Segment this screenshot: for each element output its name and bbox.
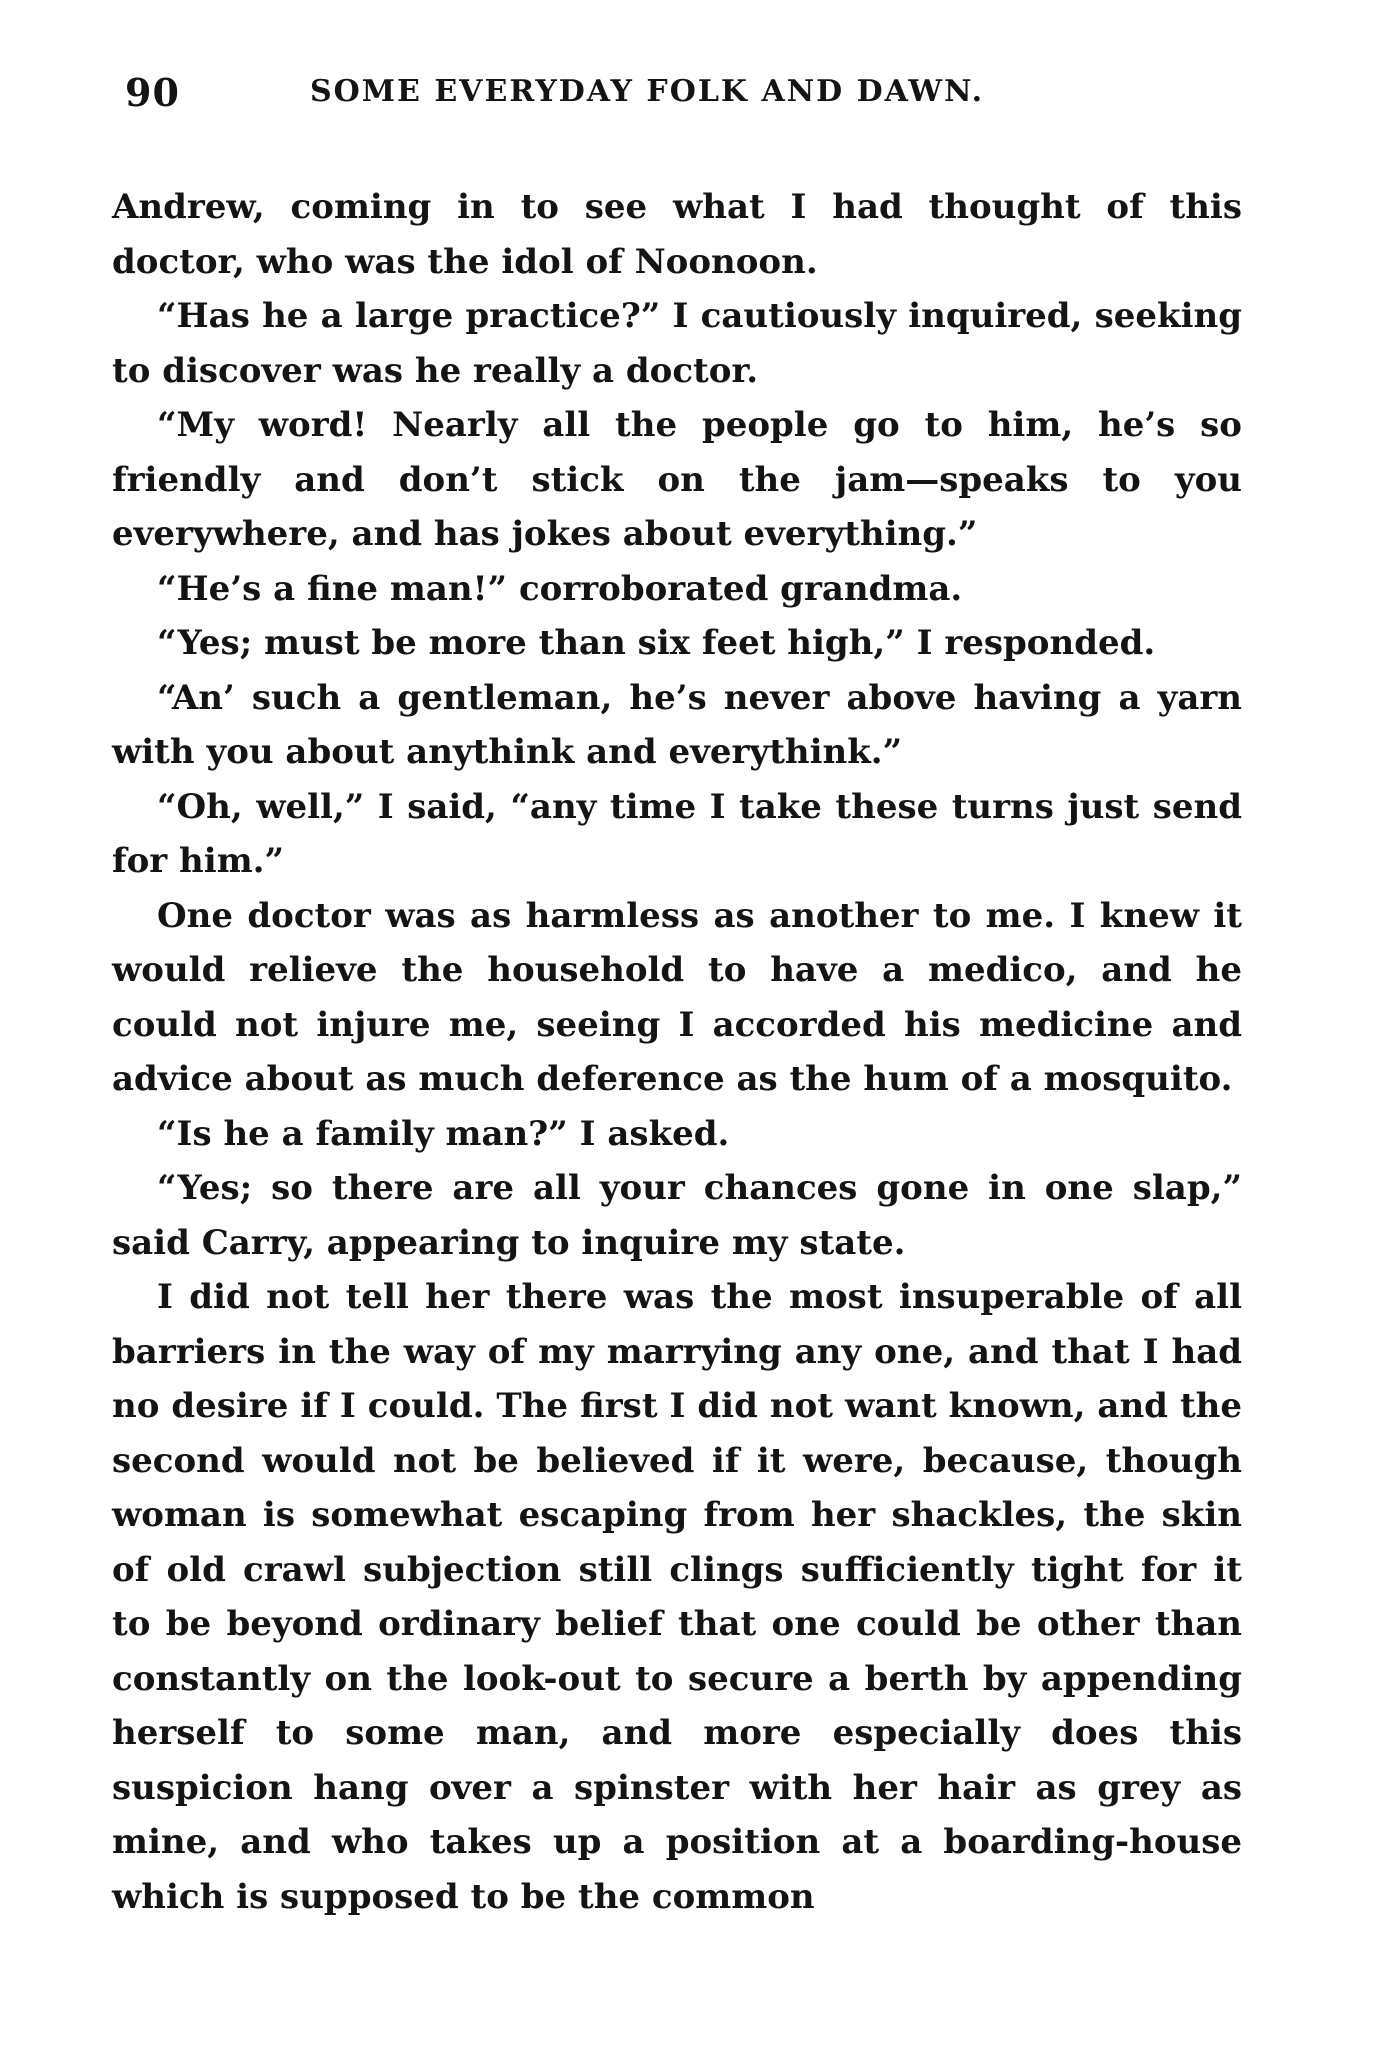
body-text [112,180,1242,1924]
paragraph: “Yes; so there are all your chances gone in one slap,” said Carry, appearing to inquire my state. [112,1168,1242,1263]
paragraph: Andrew, coming in to see what I had thought of this doctor, who was the idol of Noonoon. [112,187,1242,282]
paragraph: “Is he a family man?” I asked. [157,1113,730,1154]
page-number: 90 [125,70,180,115]
running-head: SOME EVERYDAY FOLK AND DAWN. [310,74,985,109]
paragraph: “He’s a fine man!” corroborated grandma. [157,568,963,609]
paragraph: “Oh, well,” I said, “any time I take these turns just send for him.” [112,786,1242,881]
paragraph: “My word! Nearly all the people go to him, he’s so friendly and don’t stick on the jam—speaks to you everywhere, and has jokes about everything.” [112,405,1242,554]
paragraph: “Has he a large practice?” I cautiously inquired, seeking to discover was he really a doctor. [112,296,1242,391]
paragraph: “Yes; must be more than six feet high,” I responded. [157,623,1156,663]
paragraph: I did not tell her there was the most insuperable of all barriers in the way of my marrying any one, and that I had no desire if I could. The first I did not want known, and the second would not be believed if it were, because, though woman is somewhat escaping from her shackles, the skin of old crawl subjection still clings sufficiently tight for it to be beyond ordinary belief that one could be other than constantly on the look-out to secure a berth by appending herself to some man, and more especially does this suspicion hang over a spinster with her hair as grey as mine, and who takes up a position at a boarding-house which is supposed to be the common [112,1277,1242,1917]
page-header [125,70,1255,130]
paragraph: One doctor was as harmless as another to me. I knew it would relieve the household to have a medico, and he could not injure me, seeing I accorded his medicine and advice about as much deference as the hum of a mosquito. [112,895,1242,1099]
paragraph: “An’ such a gentleman, he’s never above having a yarn with you about anythink and everythink.” [112,677,1242,772]
